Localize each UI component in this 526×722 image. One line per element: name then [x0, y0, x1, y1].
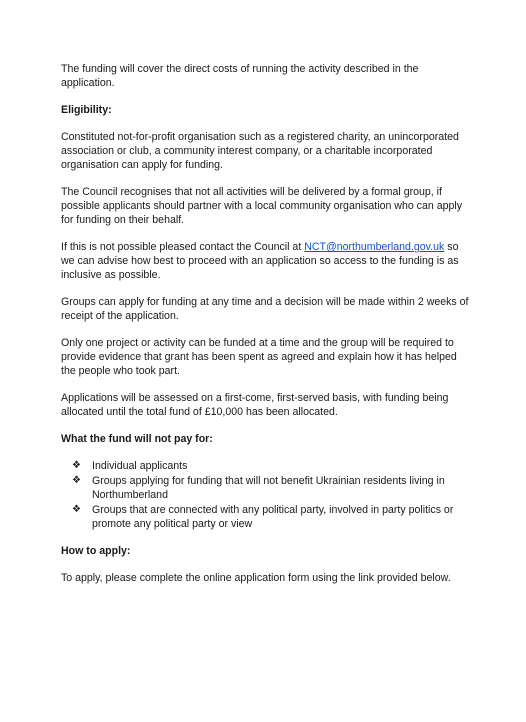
list-item: ❖ Individual applicants [72, 460, 188, 472]
diamond-bullet-icon: ❖ [72, 504, 81, 515]
diamond-bullet-icon: ❖ [72, 475, 81, 486]
eligibility-paragraph-3 [61, 240, 469, 282]
eligibility-paragraph-6: Applications will be assessed on a first-come, first-served basis, with funding being allocated until the total fund of £10,000 has been allocated. [61, 392, 449, 418]
document-body [61, 62, 469, 598]
not-pay-list [61, 459, 469, 531]
eligibility-paragraph-4: Groups can apply for funding at any time and a decision will be made within 2 weeks of receipt of the application. [61, 296, 469, 322]
list-item: ❖ Groups that are connected with any political party, involved in party politics or promote any political party or view [72, 504, 454, 530]
eligibility-paragraph-5: Only one project or activity can be funded at a time and the group will be required to provide evidence that grant has been spent as agreed and explain how it has helped the people who took part. [61, 337, 457, 377]
eligibility-paragraph-2: The Council recognises that not all activities will be delivered by a formal group, if possible applicants should partner with a local community organisation who can apply for funding on their behalf. [61, 186, 463, 226]
list-item: ❖ Groups applying for funding that will not benefit Ukrainian residents living in Northumberland [72, 475, 445, 501]
how-to-apply-paragraph: To apply, please complete the online application form using the link provided below. [61, 572, 451, 584]
contact-text-before: If this is not possible pleased contact the Council at [61, 241, 305, 253]
eligibility-heading: Eligibility: [61, 104, 112, 116]
eligibility-paragraph-1: Constituted not-for-profit organisation such as a registered charity, an unincorporated association or club, a community interest company, or a charitable incorporated organisation can apply for funding. [61, 131, 459, 171]
contact-email-link[interactable]: NCT@northumberland.gov.uk [304, 241, 445, 253]
contact-text-after: so we can advise how best to proceed with an application so access to the funding is as inclusive as possible. [61, 241, 459, 281]
not-pay-heading: What the fund will not pay for: [61, 433, 213, 445]
how-to-apply-heading: How to apply: [61, 545, 131, 557]
diamond-bullet-icon: ❖ [72, 460, 81, 471]
intro-paragraph: The funding will cover the direct costs of running the activity described in the application. [61, 63, 419, 89]
